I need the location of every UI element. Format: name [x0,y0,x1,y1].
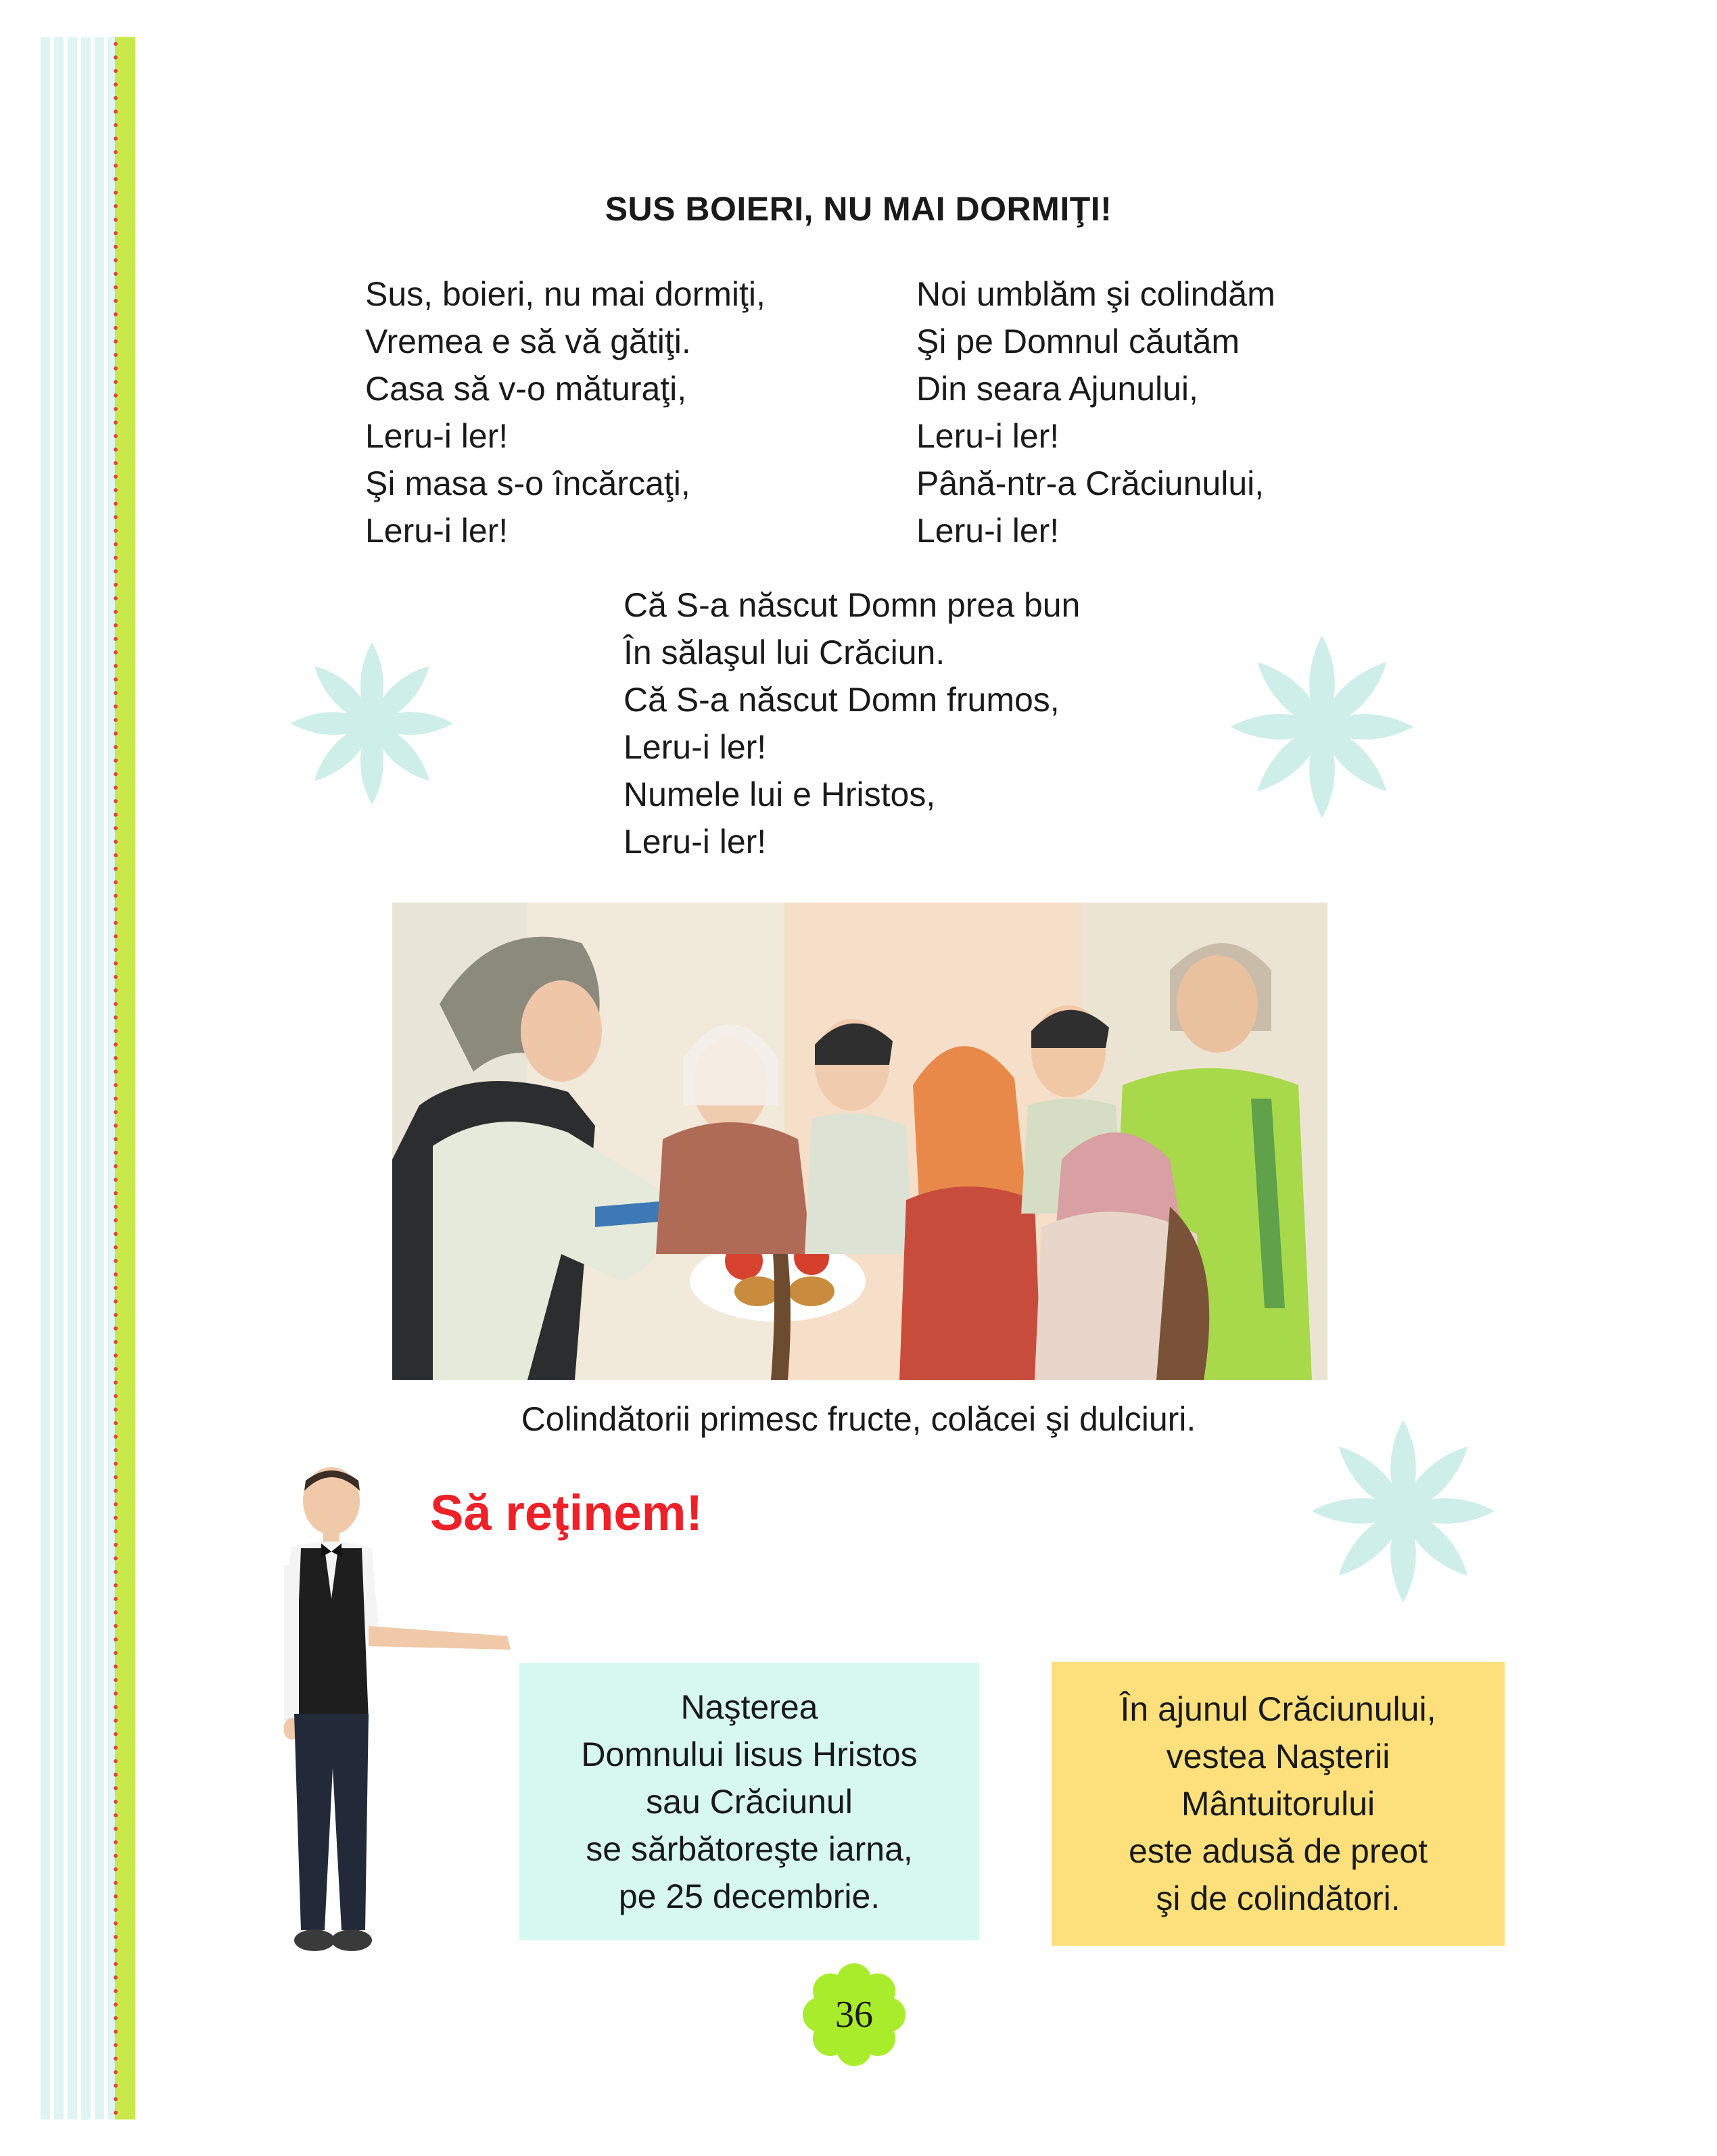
verse-line: Leru-i ler! [365,512,509,550]
verse-line: Că S-a născut Domn prea bun [624,586,1081,624]
page-number: 36 [835,1994,873,2036]
note-line: şi de colindători. [1156,1879,1401,1917]
verse-line: Vremea e să vă gătiţi. [365,322,691,360]
note-line: vestea Naşterii [1166,1738,1390,1775]
verse-line: Leru-i ler! [365,417,509,455]
song-title: SUS BOIERI, NU MAI DORMIŢI! [605,190,1112,228]
page-number-badge [800,1961,908,2069]
verse-line: Leru-i ler! [916,512,1060,550]
verse-line: Leru-i ler! [624,728,767,766]
snowflake-icon [1305,1413,1501,1609]
verse-line: Casa să v-o măturaţi, [365,370,687,408]
note-line: se sărbătoreşte iarna, [586,1830,913,1868]
verse-line: În sălaşul lui Crăciun. [624,633,945,671]
verse-line: Sus, boieri, nu mai dormiţi, [365,275,766,313]
note-line: sau Crăciunul [646,1783,853,1821]
illustration-caption: Colindătorii primesc fructe, colăcei şi dulciuri. [521,1400,1196,1438]
stanza-1 [365,270,766,554]
verse-line: Leru-i ler! [916,417,1060,455]
verse-line: Noi umblăm şi colindăm [916,275,1275,313]
note-line: Mântuitorului [1181,1785,1375,1823]
remember-heading: Să reţinem! [430,1485,703,1541]
verse-line: Că S-a născut Domn frumos, [624,681,1060,719]
note-line: Naşterea [680,1688,818,1726]
note-nativity-date [519,1663,979,1940]
note-line: Domnului Iisus Hristos [581,1735,918,1773]
snowflake-icon [1224,629,1420,825]
left-border-stripes [41,37,115,2119]
left-border-scallop [115,37,157,2119]
note-line: pe 25 decembrie. [618,1877,880,1915]
carolers-illustration [392,903,1327,1380]
stanza-2 [916,270,1275,554]
verse-line: Şi masa s-o încărcaţi, [365,464,690,502]
boy-figure [284,1464,527,1964]
verse-line: Leru-i ler! [624,823,767,861]
left-border-dots [114,37,118,2119]
note-christmas-eve [1052,1662,1505,1946]
verse-line: Din seara Ajunului, [916,370,1198,408]
verse-line: Până-ntr-a Crăciunului, [916,464,1265,502]
snowflake-icon [284,636,460,811]
verse-line: Numele lui e Hristos, [624,775,936,813]
verse-line: Şi pe Domnul căutăm [916,322,1240,360]
note-line: În ajunul Crăciunului, [1120,1690,1436,1728]
note-line: este adusă de preot [1129,1832,1428,1870]
stanza-3 [624,581,1080,865]
